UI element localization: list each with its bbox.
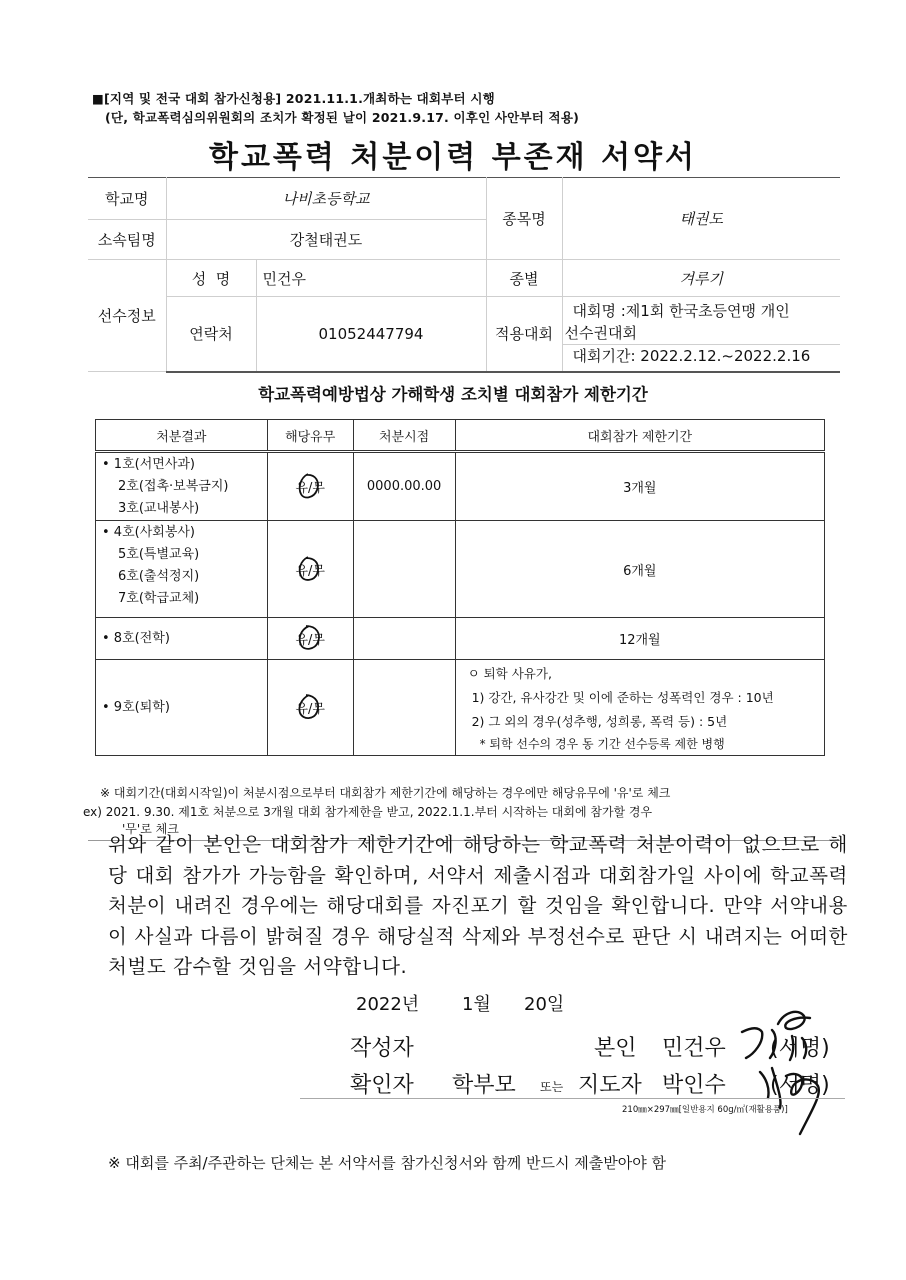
event-info — [562, 297, 840, 372]
circle-mark: 유/무 — [295, 698, 325, 717]
sanction-item: 5호(특별교육) — [118, 547, 200, 562]
author-label: 작성자 — [350, 1036, 414, 1061]
parent-label: 학부모 — [452, 1073, 516, 1098]
sanction-item: 6호(출석정지) — [118, 569, 200, 584]
table-row — [96, 660, 825, 756]
date-month[interactable]: 1월 — [462, 994, 491, 1015]
team-label: 소속팀명 — [88, 220, 166, 260]
note-line-3: '무'로 체크 — [122, 822, 179, 836]
sanction-period: 3개월 — [455, 452, 824, 521]
pledge-paragraph: 위와 같이 본인은 대회참가 제한기간에 해당하는 학교폭력 처분이력이 없으므로 해당 대회 참가가 가능함을 확인하며, 서약서 제출시점과 대회참가일 사이에 학교폭력 처분이 내려진 경우에는 해당대회를 자진포기 할 것임을 확인합니다. 만약 서약내용이 사실과 다름이 밝혀질 경우 해당실적 삭제와 부정선수로 판단 시 내려지는 어떠한 처벌도 감수할 것임을 서약합니다. — [108, 833, 848, 978]
sanction-period: 6개월 — [455, 521, 824, 618]
expulsion-line: 2) 그 외의 경우(성추행, 성희롱, 폭력 등) : 5년 — [471, 713, 728, 729]
contact-value[interactable]: 01052447794 — [256, 297, 486, 372]
class-label: 종별 — [486, 260, 562, 297]
event-name-line-2[interactable]: 선수권대회 — [564, 324, 637, 343]
event-label: 적용대회 — [486, 297, 562, 372]
class-value[interactable]: 겨루기 — [562, 260, 840, 297]
applicable-cell[interactable] — [267, 618, 353, 660]
sanction-date[interactable] — [353, 660, 455, 756]
note-line-2: ex) 2021. 9.30. 제1호 처분으로 3개월 대회 참가제한을 받고, 2022.1.1.부터 시작하는 대회에 참가할 경우 — [83, 805, 653, 819]
sport-label: 종목명 — [486, 178, 562, 260]
sign-label: (서명) — [770, 1036, 830, 1061]
school-label: 학교명 — [88, 178, 166, 220]
coach-name[interactable]: 박인수 — [662, 1073, 726, 1098]
sanction-items — [96, 618, 268, 660]
sign-label-2: (서명) — [770, 1073, 830, 1098]
confirmer-label: 확인자 — [350, 1073, 414, 1098]
header-date: 처분시점 — [353, 420, 455, 452]
sanction-subtitle: 학교폭력예방법상 가해학생 조치별 대회참가 제한기간 — [258, 385, 648, 404]
sanction-table — [95, 419, 825, 756]
header-result: 처분결과 — [96, 420, 268, 452]
document-title: 학교폭력 처분이력 부존재 서약서 — [208, 140, 698, 175]
circle-mark: 유/무 — [295, 629, 325, 648]
sanction-period: 12개월 — [455, 618, 824, 660]
notice-line-2: (단, 학교폭력심의위원회의 조치가 확정된 날이 2021.9.17. 이후인 사안부터 적용) — [105, 110, 580, 125]
info-table — [88, 177, 840, 373]
name-value[interactable]: 민건우 — [256, 260, 486, 297]
circle-mark: 유/무 — [295, 477, 325, 496]
date-day[interactable]: 20일 — [524, 994, 565, 1015]
name-label: 성 명 — [166, 260, 256, 297]
sanction-date[interactable] — [353, 521, 455, 618]
sanction-date[interactable]: 0000.00.00 — [353, 452, 455, 521]
applicable-cell[interactable] — [267, 452, 353, 521]
note-line-1: ※ 대회기간(대회시작일)이 처분시점으로부터 대회참가 제한기간에 해당하는 경우에만 해당유무에 '유'로 체크 — [100, 786, 671, 800]
sanction-item: • 1호(서면사과) — [102, 457, 196, 472]
sport-value[interactable]: 태권도 — [562, 178, 840, 260]
event-name-line-1[interactable]: 대회명 :제1회 한국초등연맹 개인 — [572, 302, 790, 321]
date-year[interactable]: 2022년 — [356, 994, 420, 1015]
sanction-item: 7호(학급교체) — [118, 591, 200, 606]
self-label: 본인 — [594, 1036, 637, 1061]
team-value[interactable]: 강철태권도 — [166, 220, 486, 260]
sanction-item: 2호(접촉·보복금지) — [118, 479, 229, 494]
header-period: 대회참가 제한기간 — [455, 420, 824, 452]
signature-mark-self — [732, 1002, 842, 1062]
sanction-item: • 9호(퇴학) — [102, 700, 170, 715]
expulsion-details — [455, 660, 824, 756]
expulsion-line: ㅇ 퇴학 사유가, — [467, 665, 552, 681]
sanction-item: • 8호(전학) — [102, 631, 170, 646]
sanction-items — [96, 660, 268, 756]
school-value[interactable]: 나비초등학교 — [166, 178, 486, 220]
sanction-items — [96, 452, 268, 521]
pledge-text — [108, 830, 848, 983]
notice-line-1: ■[지역 및 전국 대회 참가신청용] 2021.11.1.개최하는 대회부터 시행 — [92, 91, 495, 106]
athlete-label: 선수정보 — [88, 260, 166, 372]
contact-label: 연락처 — [166, 297, 256, 372]
sanction-item: • 4호(사회봉사) — [102, 525, 196, 540]
paper-spec: 210㎜×297㎜[일반용지 60g/㎡(재활용품)] — [622, 1105, 788, 1115]
sanction-items — [96, 521, 268, 618]
divider — [300, 1098, 845, 1099]
footer-note: ※ 대회를 주최/주관하는 단체는 본 서약서를 참가신청서와 함께 반드시 제출받아야 함 — [108, 1154, 666, 1172]
applicable-cell[interactable] — [267, 660, 353, 756]
header-applicable: 해당유무 — [267, 420, 353, 452]
self-name[interactable]: 민건우 — [662, 1036, 726, 1061]
table-row — [96, 521, 825, 618]
sanction-item: 3호(교내봉사) — [118, 501, 200, 516]
expulsion-line: 1) 강간, 유사강간 및 이에 준하는 성폭력인 경우 : 10년 — [471, 689, 774, 705]
or-label: 또는 — [540, 1080, 564, 1094]
table-row — [96, 618, 825, 660]
event-period[interactable]: 대회기간: 2022.2.12.~2022.2.16 — [563, 344, 841, 367]
expulsion-line: * 퇴학 선수의 경우 동 기간 선수등록 제한 병행 — [479, 736, 725, 751]
applicable-cell[interactable] — [267, 521, 353, 618]
coach-label: 지도자 — [578, 1073, 642, 1098]
sanction-date[interactable] — [353, 618, 455, 660]
circle-mark: 유/무 — [295, 560, 325, 579]
table-row — [96, 452, 825, 521]
